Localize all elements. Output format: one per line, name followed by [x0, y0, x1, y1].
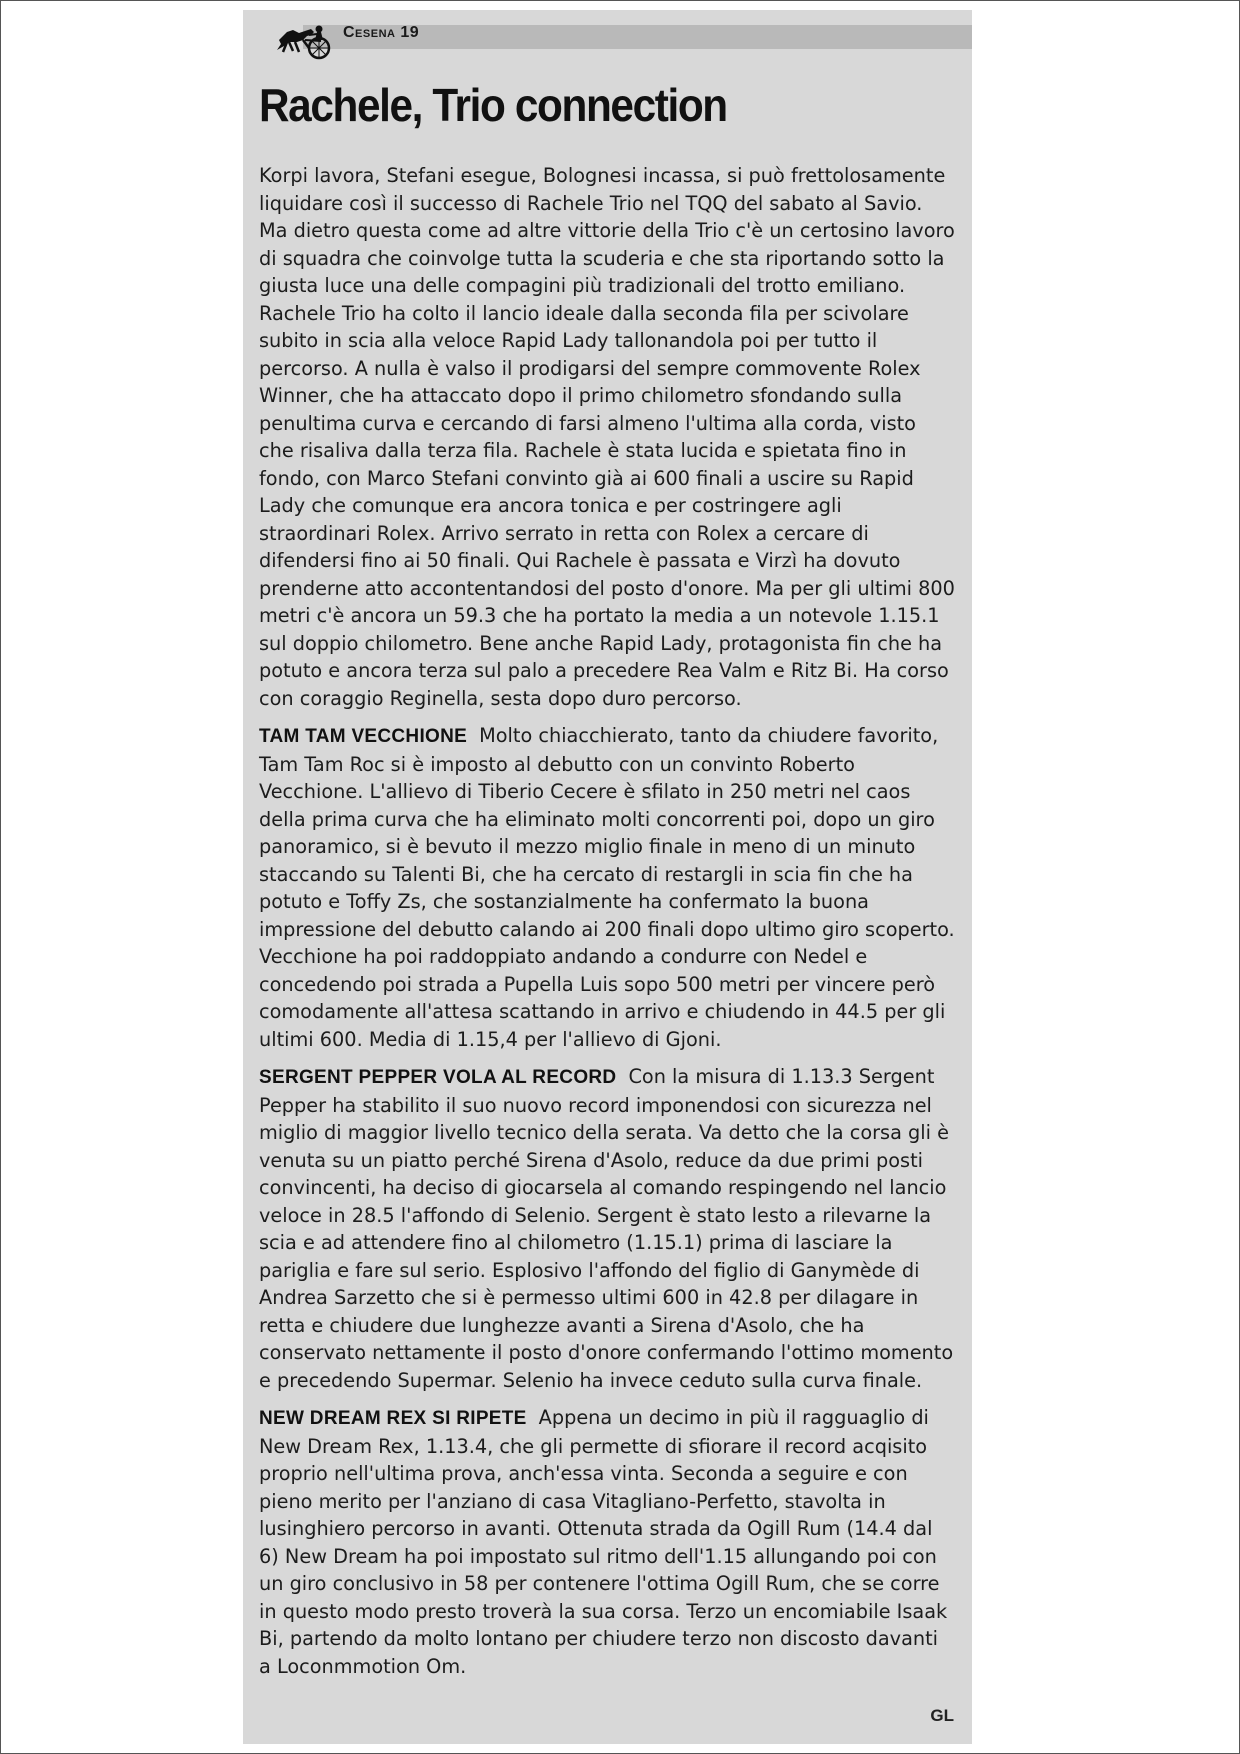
section-text: Con la misura di 1.13.3 Sergent Pepper ha stabilito il suo nuovo record imponendosi con sicurezza nel miglio di maggior livello tecnico della serata. Va detto che la corsa gli è venuta su un piatto perché Sirena d'Asolo, reduce da due primi posti convincenti, ha deciso di giocarsela al comando respingendo nel lancio veloce in 28.5 l'affondo di Selenio. Sergent è stato lesto a rilevarne la scia e ad attendere fino al chilometro (1.15.1) prima di lasciare la pariglia e fare sul serio. Esplosivo l'affondo del figlio di Ganymède di Andrea Sarzetto che si è permesso ultimi 600 in 42.8 per dilagare in retta e chiudere due lunghezze avanti a Sirena d'Asolo, che ha conservato nettamente il posto d'onore confermando l'ottimo momento e precedendo Supermar. Selenio ha invece ceduto sulla curva finale.	[259, 1065, 954, 1392]
section-new-dream-rex	[259, 1404, 955, 1680]
section-text: Appena un decimo in più il ragguaglio di New Dream Rex, 1.13.4, che gli permette di sfiorare il record acqisito proprio nell'ultima prova, anch'essa vinta. Seconda a seguire e con pieno merito per l'anziano di casa Vitagliano-Perfetto, stavolta in lusinghiero percorso in avanti. Ottenuta strada da Ogill Rum (14.4 dal 6) New Dream ha poi impostato sul ritmo dell'1.15 allungando poi con un giro conclusivo in 58 per contenere l'ottima Ogill Rum, che se corre in questo modo presto troverà la sua corsa. Terzo un encomiabile Isaak Bi, partendo da molto lontano per chiudere terzo non discosto davanti a Loconmmotion Om.	[259, 1406, 948, 1678]
article-body	[259, 162, 955, 1680]
article-headline: Rachele, Trio connection	[259, 79, 727, 131]
section-heading: TAM TAM VECCHIONE	[259, 726, 468, 747]
harness-racing-icon	[259, 20, 339, 62]
section-text: Molto chiacchierato, tanto da chiudere favorito, Tam Tam Roc si è imposto al debutto con un convinto Roberto Vecchione. L'allievo di Tiberio Cecere è sfilato in 250 metri nel caos della prima curva che ha eliminato molti concorrenti poi, dopo un giro panoramico, si è bevuto il mezzo miglio finale in meno di un minuto staccando su Talenti Bi, che ha cercato di restargli in scia fin che ha potuto e Toffy Zs, che sostanzialmente ha confermato la buona impressione del debutto calando ai 200 finali dopo ultimo giro scoperto. Vecchione ha poi raddoppiato andando a condurre con Nedel e concedendo poi strada a Pupella Luis sopo 500 metri per vincere però comodamente all'attesa scattando in arrivo e chiudendo in 44.5 per gli ultimi 600. Media di 1.15,4 per l'allievo di Gjoni.	[259, 724, 955, 1051]
author-signature: GL	[930, 1706, 954, 1725]
section-tam-tam	[259, 722, 955, 1053]
section-sergent-pepper	[259, 1063, 955, 1394]
section-heading: SERGENT PEPPER VOLA AL RECORD	[259, 1067, 617, 1088]
paragraph-race-report: Rachele Trio ha colto il lancio ideale dalla seconda fila per scivolare subito in scia alla veloce Rapid Lady tallonandola poi per tutto il percorso. A nulla è valso il prodigarsi del sempre commovente Rolex Winner, che ha attaccato dopo il primo chilometro sfondando sulla penultima curva e cercando di farsi almeno l'ultima alla corda, visto che risaliva dalla terza fila. Rachele è stata lucida e spietata fino in fondo, con Marco Stefani convinto già ai 600 finali a uscire su Rapid Lady che comunque era ancora tonica e per costringere agli straordinari Rolex. Arrivo serrato in retta con Rolex a cercare di difendersi fino ai 50 finali. Qui Rachele è passata e Virzì ha dovuto prenderne atto accontentandosi del posto d'onore. Ma per gli ultimi 800 metri c'è ancora un 59.3 che ha portato la media a un notevole 1.15.1 sul doppio chilometro. Bene anche Rapid Lady, protagonista fin che ha potuto e ancora terza sul palo a precedere Rea Valm e Ritz Bi. Ha corso con coraggio Reginella, sesta dopo duro percorso.	[259, 301, 955, 710]
section-kicker: Cesena 19	[343, 24, 420, 41]
newspaper-clipping	[243, 10, 972, 1744]
section-heading: NEW DREAM REX SI RIPETE	[259, 1408, 527, 1429]
paragraph-intro: Korpi lavora, Stefani esegue, Bolognesi incassa, si può frettolosamente liquidare così il successo di Rachele Trio nel TQQ del sabato al Savio. Ma dietro questa come ad altre vittorie della Trio c'è un certosino lavoro di squadra che coinvolge tutta la scuderia e che sta riportando sotto la giusta luce una delle compagini più tradizionali del trotto emiliano.	[259, 164, 955, 297]
